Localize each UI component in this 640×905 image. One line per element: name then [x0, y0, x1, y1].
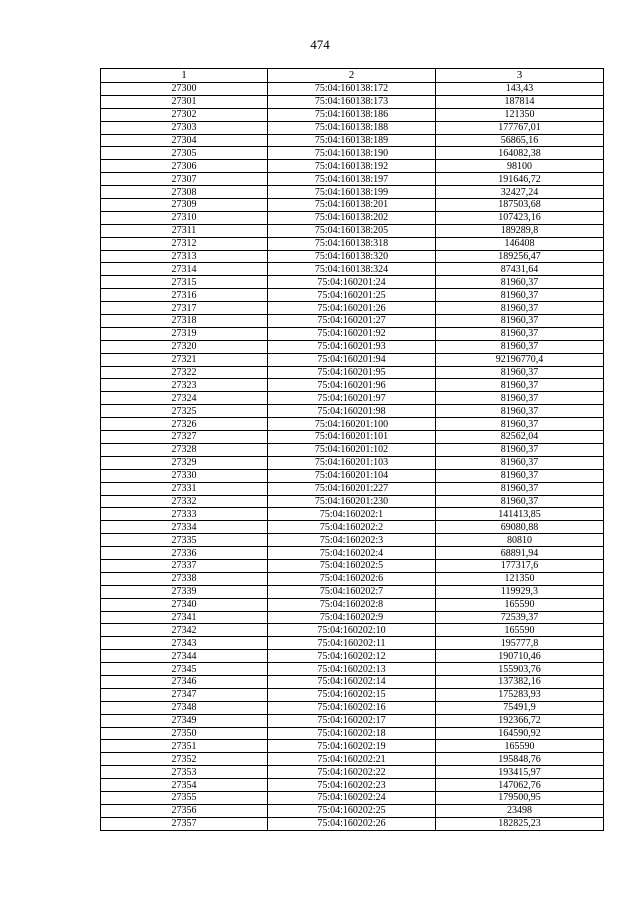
row-number-cell: 27338: [101, 572, 268, 585]
value-cell: 68891,94: [436, 547, 604, 560]
table-row: [101, 508, 604, 521]
value-cell: 189289,8: [436, 224, 604, 237]
table-row: [101, 199, 604, 212]
value-cell: 32427,24: [436, 186, 604, 199]
table-row: [101, 379, 604, 392]
cadastral-number-cell: 75:04:160201:101: [268, 431, 436, 444]
value-cell: 121350: [436, 572, 604, 585]
value-cell: 81960,37: [436, 379, 604, 392]
table-row: [101, 315, 604, 328]
value-cell: 81960,37: [436, 276, 604, 289]
page-number: 474: [310, 37, 330, 52]
cadastral-number-cell: 75:04:160138:318: [268, 237, 436, 250]
row-number-cell: 27331: [101, 482, 268, 495]
row-number-cell: 27310: [101, 211, 268, 224]
table-row: [101, 650, 604, 663]
table-row: [101, 366, 604, 379]
table-row: [101, 276, 604, 289]
cadastral-number-cell: 75:04:160138:189: [268, 134, 436, 147]
value-cell: 137382,16: [436, 675, 604, 688]
cadastral-number-cell: 75:04:160138:188: [268, 121, 436, 134]
value-cell: 81960,37: [436, 405, 604, 418]
table-row: [101, 83, 604, 96]
row-number-cell: 27324: [101, 392, 268, 405]
table-row: [101, 534, 604, 547]
cadastral-number-cell: 75:04:160201:93: [268, 340, 436, 353]
table-row: [101, 160, 604, 173]
table-row: [101, 250, 604, 263]
table-row: [101, 340, 604, 353]
row-number-cell: 27341: [101, 611, 268, 624]
table-row: [101, 547, 604, 560]
table-row: [101, 224, 604, 237]
value-cell: 141413,85: [436, 508, 604, 521]
table-row: [101, 134, 604, 147]
value-cell: 190710,46: [436, 650, 604, 663]
value-cell: 192366,72: [436, 714, 604, 727]
value-cell: 177317,6: [436, 559, 604, 572]
table-row: [101, 817, 604, 830]
row-number-cell: 27301: [101, 95, 268, 108]
cadastral-number-cell: 75:04:160202:2: [268, 521, 436, 534]
table-row: [101, 173, 604, 186]
value-cell: 69080,88: [436, 521, 604, 534]
table-row: [101, 327, 604, 340]
cadastral-number-cell: 75:04:160202:24: [268, 791, 436, 804]
table-row: [101, 289, 604, 302]
table-row: [101, 392, 604, 405]
cadastral-number-cell: 75:04:160201:103: [268, 456, 436, 469]
row-number-cell: 27357: [101, 817, 268, 830]
row-number-cell: 27311: [101, 224, 268, 237]
value-cell: 195848,76: [436, 753, 604, 766]
table-row: [101, 598, 604, 611]
value-cell: 80810: [436, 534, 604, 547]
cadastral-number-cell: 75:04:160138:201: [268, 199, 436, 212]
table-row: [101, 804, 604, 817]
row-number-cell: 27303: [101, 121, 268, 134]
value-cell: 81960,37: [436, 495, 604, 508]
value-cell: 81960,37: [436, 469, 604, 482]
cadastral-number-cell: 75:04:160201:94: [268, 353, 436, 366]
table-row: [101, 572, 604, 585]
row-number-cell: 27317: [101, 302, 268, 315]
cadastral-number-cell: 75:04:160138:190: [268, 147, 436, 160]
cadastral-number-cell: 75:04:160201:26: [268, 302, 436, 315]
cadastral-number-cell: 75:04:160138:320: [268, 250, 436, 263]
cadastral-number-cell: 75:04:160138:197: [268, 173, 436, 186]
cadastral-number-cell: 75:04:160138:192: [268, 160, 436, 173]
row-number-cell: 27340: [101, 598, 268, 611]
value-cell: 87431,64: [436, 263, 604, 276]
table-row: [101, 585, 604, 598]
table-row: [101, 791, 604, 804]
column-header-value: 3: [436, 69, 604, 83]
cadastral-number-cell: 75:04:160201:95: [268, 366, 436, 379]
value-cell: 81960,37: [436, 302, 604, 315]
row-number-cell: 27355: [101, 791, 268, 804]
table-row: [101, 302, 604, 315]
cadastral-number-cell: 75:04:160202:8: [268, 598, 436, 611]
table-row: [101, 714, 604, 727]
value-cell: 81960,37: [436, 392, 604, 405]
table-row: [101, 237, 604, 250]
table-row: [101, 186, 604, 199]
value-cell: 165590: [436, 740, 604, 753]
table-row: [101, 431, 604, 444]
cadastral-number-cell: 75:04:160202:16: [268, 701, 436, 714]
value-cell: 175283,93: [436, 688, 604, 701]
row-number-cell: 27302: [101, 108, 268, 121]
table-row: [101, 624, 604, 637]
row-number-cell: 27312: [101, 237, 268, 250]
value-cell: 179500,95: [436, 791, 604, 804]
value-cell: 195777,8: [436, 637, 604, 650]
cadastral-number-cell: 75:04:160202:23: [268, 779, 436, 792]
value-cell: 81960,37: [436, 366, 604, 379]
value-cell: 81960,37: [436, 418, 604, 431]
cadastral-number-cell: 75:04:160201:98: [268, 405, 436, 418]
cadastral-number-cell: 75:04:160201:24: [268, 276, 436, 289]
value-cell: 81960,37: [436, 456, 604, 469]
cadastral-number-cell: 75:04:160202:14: [268, 675, 436, 688]
row-number-cell: 27352: [101, 753, 268, 766]
value-cell: 187503,68: [436, 199, 604, 212]
cadastral-value-table: [100, 68, 604, 831]
value-cell: 177767,01: [436, 121, 604, 134]
row-number-cell: 27300: [101, 83, 268, 96]
table-row: [101, 701, 604, 714]
cadastral-number-cell: 75:04:160202:4: [268, 547, 436, 560]
row-number-cell: 27346: [101, 675, 268, 688]
table-row: [101, 482, 604, 495]
row-number-cell: 27309: [101, 199, 268, 212]
cadastral-number-cell: 75:04:160201:97: [268, 392, 436, 405]
row-number-cell: 27339: [101, 585, 268, 598]
row-number-cell: 27356: [101, 804, 268, 817]
row-number-cell: 27307: [101, 173, 268, 186]
cadastral-number-cell: 75:04:160201:25: [268, 289, 436, 302]
cadastral-number-cell: 75:04:160201:27: [268, 315, 436, 328]
value-cell: 182825,23: [436, 817, 604, 830]
row-number-cell: 27332: [101, 495, 268, 508]
cadastral-number-cell: 75:04:160202:15: [268, 688, 436, 701]
row-number-cell: 27335: [101, 534, 268, 547]
cadastral-number-cell: 75:04:160138:199: [268, 186, 436, 199]
row-number-cell: 27348: [101, 701, 268, 714]
row-number-cell: 27342: [101, 624, 268, 637]
value-cell: 82562,04: [436, 431, 604, 444]
value-cell: 155903,76: [436, 663, 604, 676]
row-number-cell: 27344: [101, 650, 268, 663]
value-cell: 81960,37: [436, 315, 604, 328]
cadastral-number-cell: 75:04:160138:172: [268, 83, 436, 96]
table-row: [101, 121, 604, 134]
row-number-cell: 27333: [101, 508, 268, 521]
table-row: [101, 611, 604, 624]
value-cell: 191646,72: [436, 173, 604, 186]
table-row: [101, 95, 604, 108]
value-cell: 143,43: [436, 83, 604, 96]
row-number-cell: 27315: [101, 276, 268, 289]
cadastral-number-cell: 75:04:160202:17: [268, 714, 436, 727]
cadastral-number-cell: 75:04:160201:100: [268, 418, 436, 431]
row-number-cell: 27347: [101, 688, 268, 701]
table-row: [101, 147, 604, 160]
row-number-cell: 27326: [101, 418, 268, 431]
row-number-cell: 27351: [101, 740, 268, 753]
value-cell: 193415,97: [436, 766, 604, 779]
row-number-cell: 27308: [101, 186, 268, 199]
value-cell: 23498: [436, 804, 604, 817]
table-body: [101, 83, 604, 831]
value-cell: 75491,9: [436, 701, 604, 714]
table-row: [101, 663, 604, 676]
value-cell: 92196770,4: [436, 353, 604, 366]
cadastral-number-cell: 75:04:160202:25: [268, 804, 436, 817]
cadastral-number-cell: 75:04:160202:21: [268, 753, 436, 766]
table-row: [101, 688, 604, 701]
value-cell: 81960,37: [436, 327, 604, 340]
value-cell: 164590,92: [436, 727, 604, 740]
row-number-cell: 27329: [101, 456, 268, 469]
cadastral-number-cell: 75:04:160202:22: [268, 766, 436, 779]
value-cell: 189256,47: [436, 250, 604, 263]
value-cell: 56865,16: [436, 134, 604, 147]
row-number-cell: 27337: [101, 559, 268, 572]
cadastral-number-cell: 75:04:160202:12: [268, 650, 436, 663]
cadastral-number-cell: 75:04:160202:13: [268, 663, 436, 676]
value-cell: 98100: [436, 160, 604, 173]
table-row: [101, 108, 604, 121]
cadastral-number-cell: 75:04:160202:1: [268, 508, 436, 521]
cadastral-number-cell: 75:04:160138:324: [268, 263, 436, 276]
value-cell: 164082,38: [436, 147, 604, 160]
value-cell: 165590: [436, 598, 604, 611]
row-number-cell: 27330: [101, 469, 268, 482]
cadastral-number-cell: 75:04:160202:11: [268, 637, 436, 650]
row-number-cell: 27321: [101, 353, 268, 366]
table-row: [101, 753, 604, 766]
cadastral-number-cell: 75:04:160202:7: [268, 585, 436, 598]
value-cell: 81960,37: [436, 482, 604, 495]
cadastral-number-cell: 75:04:160201:96: [268, 379, 436, 392]
table-row: [101, 456, 604, 469]
row-number-cell: 27343: [101, 637, 268, 650]
value-cell: 72539,37: [436, 611, 604, 624]
value-cell: 107423,16: [436, 211, 604, 224]
value-cell: 146408: [436, 237, 604, 250]
row-number-cell: 27322: [101, 366, 268, 379]
table-header: [101, 69, 604, 83]
value-cell: 81960,37: [436, 443, 604, 456]
row-number-cell: 27314: [101, 263, 268, 276]
cadastral-number-cell: 75:04:160202:18: [268, 727, 436, 740]
row-number-cell: 27323: [101, 379, 268, 392]
table-row: [101, 263, 604, 276]
row-number-cell: 27349: [101, 714, 268, 727]
table-row: [101, 779, 604, 792]
column-header-number: 1: [101, 69, 268, 83]
value-cell: 81960,37: [436, 340, 604, 353]
cadastral-number-cell: 75:04:160201:92: [268, 327, 436, 340]
row-number-cell: 27353: [101, 766, 268, 779]
row-number-cell: 27327: [101, 431, 268, 444]
cadastral-number-cell: 75:04:160202:5: [268, 559, 436, 572]
table-row: [101, 495, 604, 508]
table-row: [101, 637, 604, 650]
table-row: [101, 766, 604, 779]
value-cell: 121350: [436, 108, 604, 121]
row-number-cell: 27345: [101, 663, 268, 676]
row-number-cell: 27313: [101, 250, 268, 263]
table-row: [101, 211, 604, 224]
row-number-cell: 27316: [101, 289, 268, 302]
table-row: [101, 521, 604, 534]
row-number-cell: 27304: [101, 134, 268, 147]
cadastral-number-cell: 75:04:160201:102: [268, 443, 436, 456]
value-cell: 119929,3: [436, 585, 604, 598]
row-number-cell: 27318: [101, 315, 268, 328]
row-number-cell: 27334: [101, 521, 268, 534]
cadastral-number-cell: 75:04:160202:19: [268, 740, 436, 753]
cadastral-number-cell: 75:04:160138:186: [268, 108, 436, 121]
row-number-cell: 27350: [101, 727, 268, 740]
table-row: [101, 469, 604, 482]
cadastral-number-cell: 75:04:160202:3: [268, 534, 436, 547]
cadastral-number-cell: 75:04:160202:9: [268, 611, 436, 624]
cadastral-number-cell: 75:04:160202:26: [268, 817, 436, 830]
cadastral-number-cell: 75:04:160202:6: [268, 572, 436, 585]
row-number-cell: 27319: [101, 327, 268, 340]
row-number-cell: 27328: [101, 443, 268, 456]
row-number-cell: 27306: [101, 160, 268, 173]
row-number-cell: 27305: [101, 147, 268, 160]
row-number-cell: 27320: [101, 340, 268, 353]
value-cell: 165590: [436, 624, 604, 637]
table-row: [101, 675, 604, 688]
header-row: [101, 69, 604, 83]
table-row: [101, 727, 604, 740]
cadastral-number-cell: 75:04:160138:205: [268, 224, 436, 237]
table-row: [101, 405, 604, 418]
row-number-cell: 27336: [101, 547, 268, 560]
table-row: [101, 418, 604, 431]
cadastral-number-cell: 75:04:160201:227: [268, 482, 436, 495]
row-number-cell: 27354: [101, 779, 268, 792]
table-row: [101, 443, 604, 456]
cadastral-number-cell: 75:04:160202:10: [268, 624, 436, 637]
value-cell: 187814: [436, 95, 604, 108]
table-row: [101, 353, 604, 366]
cadastral-number-cell: 75:04:160138:173: [268, 95, 436, 108]
table-row: [101, 740, 604, 753]
cadastral-number-cell: 75:04:160201:104: [268, 469, 436, 482]
value-cell: 81960,37: [436, 289, 604, 302]
cadastral-number-cell: 75:04:160201:230: [268, 495, 436, 508]
value-cell: 147062,76: [436, 779, 604, 792]
column-header-cadastral-number: 2: [268, 69, 436, 83]
cadastral-number-cell: 75:04:160138:202: [268, 211, 436, 224]
table-row: [101, 559, 604, 572]
row-number-cell: 27325: [101, 405, 268, 418]
